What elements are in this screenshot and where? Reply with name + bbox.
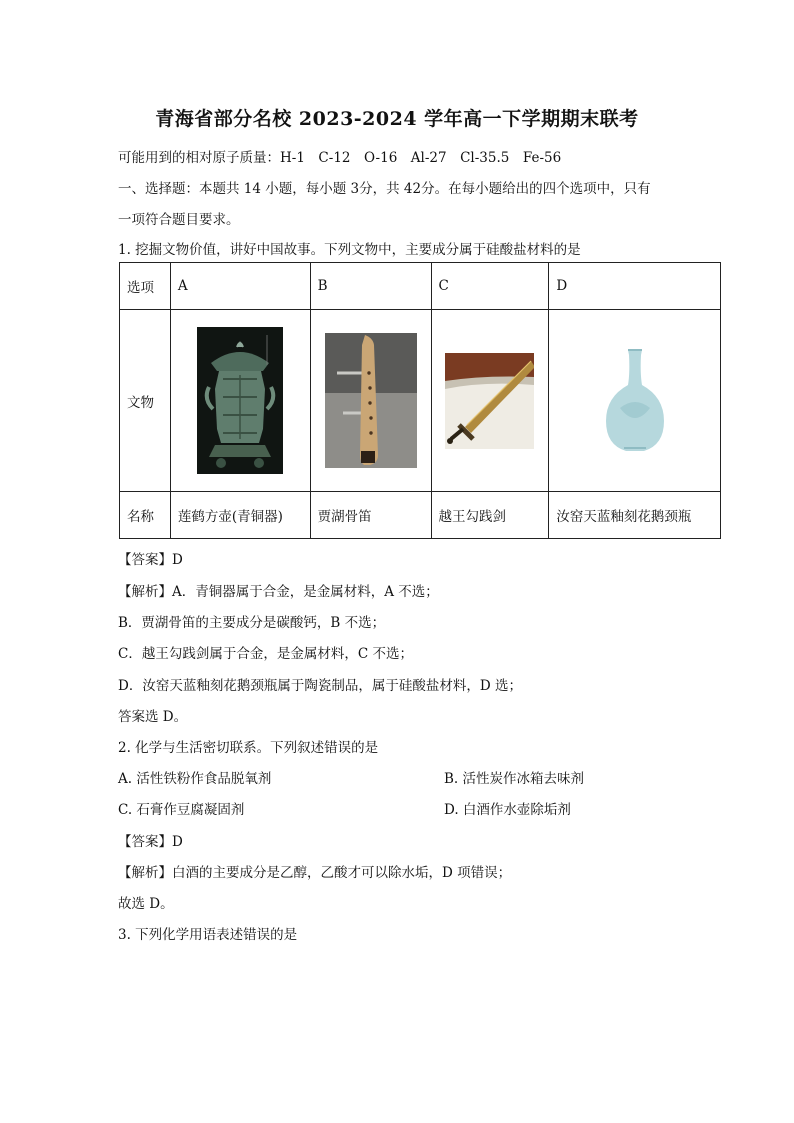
artifact-b-cell bbox=[310, 310, 431, 492]
table-cell: B bbox=[310, 263, 431, 310]
q1-analysis-line: D．汝窑天蓝釉刻花鹅颈瓶属于陶瓷制品，属于硅酸盐材料，D 选； bbox=[118, 678, 522, 694]
q2-stem: 2. 化学与生活密切联系。下列叙述错误的是 bbox=[118, 740, 379, 756]
artifact-a-cell bbox=[170, 310, 310, 492]
q1-analysis-line: 答案选 D。 bbox=[118, 709, 188, 725]
q2-analysis-line: 【解析】白酒的主要成分是乙醇，乙酸才可以除水垢，D 项错误； bbox=[118, 865, 512, 881]
q1-answer: 【答案】D bbox=[118, 552, 183, 568]
artifact-d-cell bbox=[549, 310, 721, 492]
table-cell: D bbox=[549, 263, 721, 310]
atomic-masses: 可能用到的相对原子质量：H-1 C-12 O-16 Al-27 Cl-35.5 Fe-56 bbox=[118, 150, 562, 166]
table-cell: 文物 bbox=[120, 310, 171, 492]
q3-stem: 3. 下列化学用语表述错误的是 bbox=[118, 927, 298, 943]
q2-option-d: D. 白酒作水壶除垢剂 bbox=[444, 802, 571, 818]
bone-flute-image bbox=[325, 333, 417, 468]
q1-stem: 1. 挖掘文物价值，讲好中国故事。下列文物中，主要成分属于硅酸盐材料的是 bbox=[118, 242, 581, 258]
q1-analysis-line: B．贾湖骨笛的主要成分是碳酸钙，B 不选； bbox=[118, 615, 386, 631]
table-cell: 越王勾践剑 bbox=[431, 492, 549, 539]
exam-title: 青海省部分名校 2023-2024 学年高一下学期期末联考 bbox=[155, 108, 639, 130]
table-cell: 名称 bbox=[120, 492, 171, 539]
table-cell: 选项 bbox=[120, 263, 171, 310]
bronze-sword-image bbox=[445, 353, 534, 449]
table-cell: 贾湖骨笛 bbox=[310, 492, 431, 539]
artifact-c-cell bbox=[431, 310, 549, 492]
q2-option-a: A. 活性铁粉作食品脱氧剂 bbox=[118, 771, 272, 787]
table-name-row bbox=[120, 492, 721, 539]
q1-analysis-line: C．越王勾践剑属于合金，是金属材料，C 不选； bbox=[118, 646, 413, 662]
table-cell: C bbox=[431, 263, 549, 310]
celadon-vase-image bbox=[604, 348, 666, 453]
table-cell: 汝窑天蓝釉刻花鹅颈瓶 bbox=[549, 492, 721, 539]
q1-artifact-table bbox=[119, 262, 721, 539]
table-cell: 莲鹤方壶(青铜器) bbox=[170, 492, 310, 539]
table-image-row bbox=[120, 310, 721, 492]
table-header-row bbox=[120, 263, 721, 310]
section-heading-cont: 一项符合题目要求。 bbox=[118, 212, 240, 228]
q2-answer: 【答案】D bbox=[118, 834, 183, 850]
q2-option-b: B. 活性炭作冰箱去味剂 bbox=[444, 771, 585, 787]
q2-analysis-line: 故选 D。 bbox=[118, 896, 174, 912]
table-cell: A bbox=[170, 263, 310, 310]
bronze-wine-vessel-image bbox=[197, 327, 283, 474]
section-heading: 一、选择题：本题共 14 小题，每小题 3分，共 42分。在每小题给出的四个选项中，只有 bbox=[118, 181, 651, 197]
q2-option-c: C. 石膏作豆腐凝固剂 bbox=[118, 802, 245, 818]
q1-analysis-line: 【解析】A．青铜器属于合金，是金属材料，A 不选； bbox=[118, 584, 439, 600]
